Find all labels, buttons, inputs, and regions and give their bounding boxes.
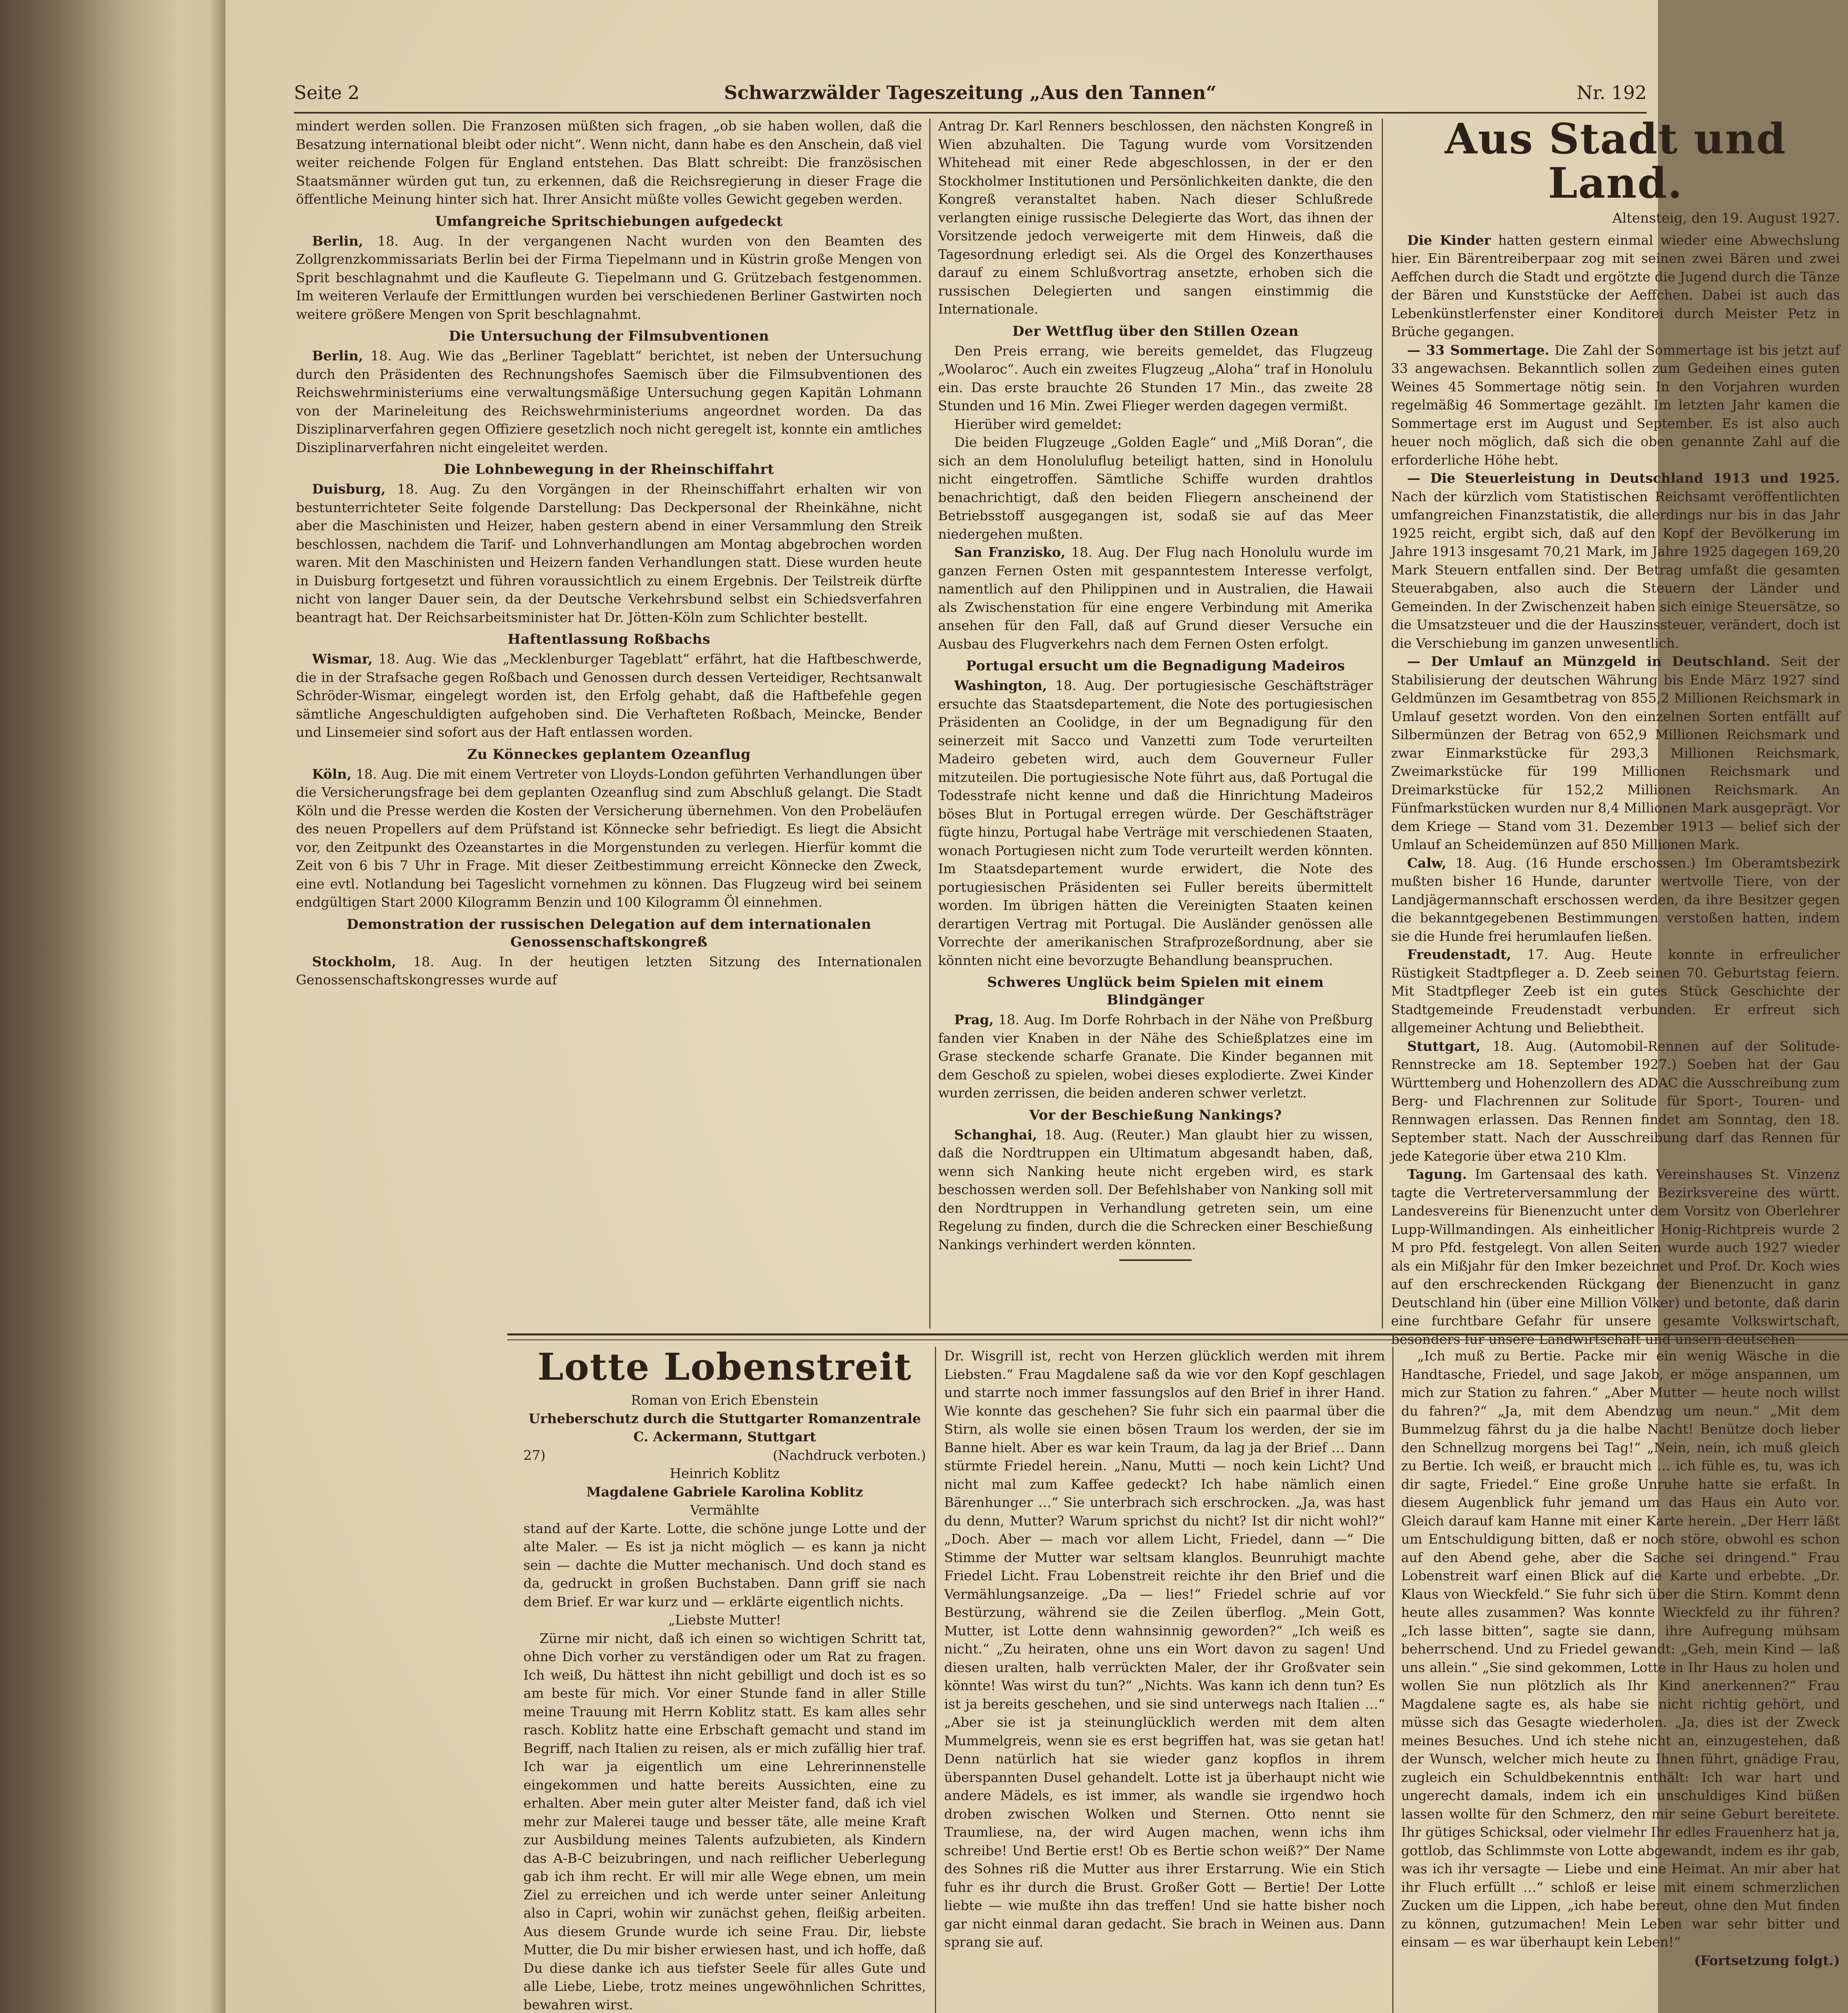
item-text: 17. Aug. Heute konnte in erfreulicher Rüstigkeit Stadtpfleger a. D. Zeeb seinen 70. Geburtstag feiern. Mit Stadtpfleger Zeeb ist ein gutes Stück Geschichte der Stadtgemeinde Freudenstadt verbunden. Er erfreut sich allgemeiner Achtung und Beliebtheit.	[1391, 947, 1840, 1035]
article-headline: Umfangreiche Spritschiebungen aufgedeckt	[435, 213, 783, 229]
item-text: 18. Aug. (Automobil-Rennen auf der Solitude-Rennstrecke am 18. September 1927.) Soeben hat der Gau Württemberg und Hohenzollern des ADAC die Ausschreibung zum Berg- und Flachrennen zur Solitude für Sport-, Touren- und Rennwagen erlassen. Das Rennen findet am Sonntag, den 18. September statt. Nach der Ausschreibung darf das Rennen für jede Kategorie über etwa 210 Klm.	[1391, 1038, 1840, 1164]
column-divider	[929, 119, 930, 1329]
article-text: 18. Aug. Der portugiesische Geschäftsträger ersuchte das Staatsdepartement, die Note des portugiesischen Präsidenten an Coolidge, in der um Begnadigung für den seinerzeit mit Sacco und Vanzetti zum Tode verurteilten Madeiro gebeten wird, auch dem Gouverneur Fuller mitzuteilen. Die portugiesische Note führt aus, daß Portugal die Todesstrafe nicht kenne und daß die Hinrichtung Madeiros böses Blut in Portugal erregen würde. Der Geschäftsträger fügte hinzu, Portugal habe Verträge mit verschiedenen Staaten, wonach Portugiesen nicht zum Tode verurteilt werden könnten. Im Staatsdepartement wurde erwidert, die Note des portugiesischen Präsidenten sei Fuller bereits übermittelt worden. Im übrigen hätten die Vereinigten Staaten keinen derartigen Vertrag mit Portugal. Die Ausländer genössen alle Vorrechte der amerikanischen Strafprozeßordnung, aber sie könnten nicht eine bevorzugte Behandlung beanspruchen.	[938, 678, 1373, 968]
article-text: 18. Aug. Im Dorfe Rohrbach in der Nähe von Preßburg fanden vier Knaben in der Nähe des Schießplatzes eine im Grase steckende scharfe Granate. Die Kinder begannen mit dem Geschoß zu spielen, wobei dieses explodierte. Zwei Kinder wurden zerrissen, die beiden anderen schwer verletzt.	[938, 1012, 1373, 1101]
dateline: Berlin,	[312, 233, 363, 249]
local-item	[1391, 469, 1840, 652]
article-body	[938, 543, 1373, 653]
article-headline: Portugal ersucht um die Begnadigung Madeiros	[966, 658, 1345, 674]
novel-text: Zürne mir nicht, daß ich einen so wichtigen Schritt tat, ohne Dich vorher zu verständigen oder um Rat zu fragen. Ich weiß, Du hättest ihn nicht gebilligt und doch ist es so am beste für mich. Vor einer Stunde fand in aller Stille meine Trauung mit Herrn Koblitz statt. Es kam alles sehr rasch. Koblitz hatte eine Erbschaft gemacht und stand im Begriff, nach Italien zu reisen, als er mich zufällig hier traf. Ich war ja eigentlich um eine Lehrerinnenstelle eingekommen und hatte bereits Aussichten, eine zu erhalten. Aber mein guter alter Meister fand, daß ich viel mehr zur Malerei tauge und besser täte, alle meine Kraft zur Ausbildung meines Talents aufzubieten, als Kindern das A-B-C beizubringen, und nach reiflicher Ueberlegung gab ich ihm recht. Er will mir alle Wege ebnen, um mein Ziel zu erreichen und ich werde unter seiner Anleitung also in Capri, wohin wir zunächst gehen, fleißig arbeiten. Aus diesem Grunde wurde ich seine Frau. Dir, liebste Mutter, die Du mir bisher erwiesen hast, und ich hoffe, daß Du diese danke ich aus tiefster Seele für alles Gute und alle Liebe, Liebe, trotz meines ungewöhnlichen Schrittes, bewahren wirst.	[523, 1630, 926, 2013]
dateline: Prag,	[954, 1012, 994, 1027]
item-lead: — 33 Sommertage.	[1407, 342, 1550, 358]
article-text: 18. Aug. Wie das „Mecklenburger Tageblatt“ erfährt, hat die Haftbeschwerde, die in der Strafsache gegen Roßbach und Genossen durch dessen Verteidiger, Rechtsanwalt Schröder-Wismar, eingelegt worden ist, den Erfolg gehabt, daß die Haftbefehle gegen sämtliche Angeschuldigten aufgehoben sind. Die Verhafteten Roßbach, Meincke, Bender und Linsemeier sind sofort aus der Haft entlassen worden.	[296, 651, 922, 740]
novel-column-3	[1401, 1347, 1840, 2013]
dateline: Duisburg,	[312, 481, 386, 497]
dateline: San Franzisko,	[954, 544, 1066, 560]
item-lead: Tagung.	[1407, 1166, 1467, 1182]
novel-column-1	[523, 1347, 926, 2013]
item-lead: Calw,	[1407, 855, 1447, 871]
page-number: Seite 2	[294, 82, 360, 103]
article-body	[296, 765, 922, 911]
article-body: Hierüber wird gemeldet:	[954, 416, 1122, 432]
news-column-1	[296, 117, 922, 1329]
local-item	[1391, 652, 1840, 854]
article-continuation: mindert werden sollen. Die Franzosen müßten sich fragen, „ob sie haben wollen, daß die Besatzung international bleibt oder nicht“. Wenn nicht, dann habe es den Anschein, daß viel weiter reichende Folgen für England entstehen. Das Blatt schreibt: Die französischen Staatsmänner würden gut tun, zu erkennen, daß die Reichsregierung in dieser Frage die öffentliche Meinung hinter sich hat. Ihrer Ansicht müßte volles Gewicht gegeben werden.	[296, 118, 922, 207]
article-body	[938, 676, 1373, 969]
article-text: 18. Aug. Der Flug nach Honolulu wurde im ganzen Fernen Osten mit gespanntestem Interesse verfolgt, namentlich auf den Philippinen und in Australien, die Hawaii als Zwischenstation für eine engere Verbindung mit Amerika ansehen für den Fall, daß auf Grund dieser Versuche ein Ausbau des Flugverkehrs nach dem Fernen Osten erfolgt.	[938, 544, 1373, 652]
reprint-notice: (Nachdruck verboten.)	[773, 1447, 926, 1463]
end-rule	[1119, 1259, 1192, 1261]
novel-author: Roman von Erich Ebenstein	[631, 1392, 819, 1408]
item-lead: Stuttgart,	[1407, 1038, 1481, 1054]
wedding-card-name: Magdalene Gabriele Karolina Koblitz	[586, 1484, 863, 1500]
article-body	[296, 650, 922, 742]
article-body	[296, 953, 922, 989]
item-lead: — Die Steuerleistung in Deutschland 1913 und 1925.	[1407, 470, 1840, 486]
news-column-2	[938, 117, 1373, 1329]
feuilleton-divider	[507, 1333, 1848, 1340]
header-rule	[294, 112, 1647, 114]
article-body: Den Preis errang, wie bereits gemeldet, das Flugzeug „Woolaroc“. Auch ein zweites Flugzeug „Aloha“ traf in Honolulu ein. Das erste brauchte 26 Stunden 17 Min., das zweite 28 Stunden und 16 Min. Zwei Flieger werden dagegen vermißt.	[938, 343, 1373, 413]
article-headline: Demonstration der russischen Delegation auf dem internationalen Genossenschaftskongreß	[346, 916, 872, 950]
page-header	[294, 79, 1647, 111]
novel-rights: Urheberschutz durch die Stuttgarter Romanzentrale	[528, 1410, 921, 1426]
article-body	[938, 1011, 1373, 1102]
article-headline: Haftentlassung Roßbachs	[507, 631, 711, 647]
article-body: Die beiden Flugzeuge „Golden Eagle“ und „Miß Doran“, die sich an dem Honoluluflug beteiligt hatten, sind in Honolulu nicht eingetroffen. Sämtliche Schiffe wurden drahtlos benachrichtigt, daß den beiden Fliegern anscheinend der Betriebsstoff ausgegangen ist, sodaß sie auf das Meer niedergehen mußten.	[938, 434, 1373, 542]
article-headline: Vor der Beschießung Nankings?	[1029, 1107, 1282, 1123]
installment-line	[523, 1446, 926, 1465]
book-binding-edge	[0, 0, 225, 2013]
local-news-column	[1391, 114, 1840, 1347]
column-divider	[935, 1347, 936, 2013]
column-divider	[1392, 1347, 1393, 2013]
novel-text: „Ich muß zu Bertie. Packe mir ein wenig Wäsche in die Handtasche, Friedel, und sage Jakob, er möge anspannen, um mich zur Station zu fahren.“ „Aber Mutter — heute noch willst du fahren?“ „Ja, mit dem Abendzug um neun.“ „Mit dem Bummelzug fährst du ja die halbe Nacht! Benütze doch lieber den Schnellzug morgens bei Tag!“ „Nein, nein, ich muß gleich zu Bertie. Ich weiß, er braucht mich … ich fühle es, tu, was ich dir sagte, Friedel.“ Eine große Unruhe hatte sie erfaßt. In diesem Augenblick fuhr jemand um das Haus ein Auto vor. Gleich darauf kam Hanne mit einer Karte herein. „Der Herr läßt um Entschuldigung bitten, daß er noch störe, obwohl es schon auf den Abend gehe, aber die Sache sei dringend.“ Frau Lobenstreit warf einen Blick auf die Karte und erbebte. „Dr. Klaus von Wieckfeld.“ Sie fuhr sich über die Stirn. Kommt denn heute alles zusammen? Was konnte Wieckfeld zu ihr führen? „Ich lasse bitten“, sagte sie dann, ihre Aufregung mühsam beherrschend. Und zu Friedel gewandt: „Geh, mein Kind — laß uns allein.“ „Sie sind gekommen, Lotte in Ihr Haus zu holen und wollen Sie nun plötzlich als Ihr Kind anerkennen?“ Frau Magdalene sagte es, als habe sie nicht richtig gehört, und müsse sich das Gesagte wiederholen. „Ja, dies ist der Zweck meines Besuches. Und ich stehe nicht an, einzugestehen, daß der Wunsch, welcher mich heute zu Ihnen führt, gnädige Frau, zugleich ein Schuldbekenntnis enthält: Ich war hart und ungerecht damals, indem ich ein unschuldiges Kind büßen lassen wollte für den Schmerz, den mir seine Geburt bereitete. Ihr gütiges Schicksal, oder vielmehr Ihr edles Frauenherz hat ja, gottlob, das Schlimmste von Lotte abgewandt, indem es ihr gab, was ich ihr versagte — Liebe und eine Heimat. An mir aber hat ihr Fluch erfüllt …“ schloß er leise mit einem schmerzlichen Zucken um die Lippen, „ich habe bereut, ohne den Mut finden zu können, gutzumachen! Mein Leben war sehr bitter und einsam — es war überhaupt kein Leben!“	[1401, 1348, 1840, 1950]
novel-text: stand auf der Karte. Lotte, die schöne junge Lotte und der alte Maler. — Es ist ja nicht möglich — es kann ja nicht sein — dachte die Mutter mechanisch. Und doch stand es da, gedruckt in großen Buchstaben. Dann griff sie nach dem Brief. Er war kurz und — erklärte eigentlich nichts.	[523, 1520, 926, 1610]
article-text: 18. Aug. Die mit einem Vertreter von Lloyds-London geführten Verhandlungen über die Versicherungsfrage bei dem geplanten Ozeanflug sind zum Abschluß gelangt. Die Stadt Köln und die Presse werden die Kosten der Versicherung übernehmen. Von den Probeläufen des neuen Propellers auf dem Prüfstand ist Könnecke sehr befriedigt. Es liegt die Absicht vor, den Zeitpunkt des Ozeanstartes in die Morgenstunden zu verlegen. Hierfür kommt die Zeit von 6 bis 7 Uhr in Frage. Mit dieser Zeitbestimmung erreicht Könnecke den Zweck, eine evtl. Notlandung bei Tageslicht vornehmen zu können. Das Flugzeug wird bei seinem endgültigen Start 2000 Kilogramm Benzin und 100 Kilogramm Öl einnehmen.	[296, 766, 922, 910]
local-item	[1391, 231, 1840, 341]
article-body	[938, 1126, 1373, 1254]
section-title: Aus Stadt und Land.	[1445, 114, 1786, 208]
dateline: Berlin,	[312, 348, 363, 364]
article-text: 18. Aug. In der heutigen letzten Sitzung des Internationalen Genossenschaftskongresses wurde auf	[296, 953, 922, 988]
item-lead: Die Kinder	[1407, 232, 1491, 248]
novel-rights-publisher: C. Ackermann, Stuttgart	[633, 1429, 816, 1445]
item-text: hatten gestern einmal wieder eine Abwechslung hier. Ein Bärentreiberpaar zog mit seinen zwei Bären und zwei Aeffchen durch die Stadt und ergötzte die Jugend durch die Tänze der Bären und Kunststücke der Aeffchen. Dabei ist auch das Lebenkünstlerfenster einer Konditorei durch Meister Petz in Brüche gegangen.	[1391, 232, 1840, 339]
article-headline: Schweres Unglück beim Spielen mit einem Blindgänger	[987, 974, 1324, 1008]
dateline: Köln,	[312, 766, 351, 782]
novel-column-2	[944, 1347, 1385, 2013]
article-body	[296, 480, 922, 626]
dateline: Wismar,	[312, 651, 373, 667]
item-text: 18. Aug. (16 Hunde erschossen.) Im Oberamtsbezirk mußten bisher 16 Hunde, darunter wertvolle Tiere, von der Landjägermannschaft erschossen werden, da ihre Besitzer gegen die bekanntgegebenen Bestimmungen verstoßen hatten, indem sie die Hunde frei herumlaufen ließen.	[1391, 855, 1840, 944]
item-text: Nach der kürzlich vom Statistischen Reichsamt veröffentlichten umfangreichen Finanzstatistik, die allerdings nur bis in das Jahr 1925 reicht, ergibt sich, daß auf den Kopf der Bevölkerung im Jahre 1913 insgesamt 70,21 Mark, im Jahre 1925 dagegen 169,20 Mark Steuern entfallen sind. Der Betrag umfaßt die gesamten Steuerabgaben, also auch die Steuern der Länder und Gemeinden. In der Zwischenzeit haben sich einige Steuersätze, so die Umsatzsteuer und die der Hauszinssteuer, verändert, doch ist die Verschiebung im ganzen unwesentlich.	[1391, 488, 1840, 651]
novel-title: Lotte Lobenstreit	[537, 1345, 912, 1389]
article-text: 18. Aug. In der vergangenen Nacht wurden von den Beamten des Zollgrenzkommissariats Berlin bei der Firma Tiepelmann und in Küstrin große Mengen von Sprit beschlagnahmt und die Kaufleute G. Tiepelmann und G. Grützebach festgenommen. Im weiteren Verlaufe der Ermittlungen wurden bei verschiedenen Berliner Gastwirten noch weitere größere Mengen von Sprit beschlagnahmt.	[296, 233, 922, 322]
local-item	[1391, 1165, 1840, 1348]
local-item	[1391, 1037, 1840, 1166]
local-item	[1391, 341, 1840, 469]
masthead: Schwarzwälder Tageszeitung „Aus den Tannen“	[724, 82, 1217, 103]
article-body	[296, 347, 922, 457]
novel-text: Dr. Wisgrill ist, recht von Herzen glücklich werden mit ihrem Liebsten.“ Frau Magdalene saß da wie vor den Kopf geschlagen und starrte noch immer fassungslos auf den Brief in ihrer Hand. Wie konnte das geschehen? Sie fuhr sich ein paarmal über die Stirn, als wolle sie einen bösen Traum los werden, der sie im Banne hielt. Aber es war kein Traum, da lag ja der Brief … Dann stürmte Friedel herein. „Nanu, Mutti — noch kein Licht? Und nicht mal zum Kaffee gedeckt? Ich habe nämlich einen Bärenhunger …“ Sie unterbrach sich erschrocken. „Ja, was hast du denn, Mutter? Warum sprichst du nicht? Ist dir nicht wohl?“ „Doch. Aber — mach vor allem Licht, Friedel, dann —“ Die Stimme der Mutter war seltsam klanglos. Beunruhigt machte Friedel Licht. Frau Lobenstreit reichte ihr den Brief und die Vermählungsanzeige. „Da — lies!“ Friedel schrie auf vor Bestürzung, während sie die Zeilen überflog. „Mein Gott, Mutter, ist Lotte denn wahnsinnig geworden?“ „Ich weiß es nicht.“ „Zu heiraten, ohne uns ein Wort davon zu sagen! Und diesen uralten, halb verrückten Maler, der ihr Großvater sein könnte! Was wirst du tun?“ „Nichts. Was kann ich denn tun? Es ist ja bereits geschehen, und sie sind unterwegs nach Italien …“ „Aber sie ist ja steinunglücklich werden mit dem alten Mummelgreis, wenn sie es erst begriffen hat, was sie getan hat! Denn natürlich hat sie wieder ganz kopflos in ihrem überspannten Dusel gehandelt. Lotte ist ja überhaupt nicht wie andere Mädels, es ist immer, als wandle sie irgendwo hoch droben zwischen Wolken und Sternen. Otto nennt sie Traumliese, na, der wird Augen machen, wenn ichs ihm schreibe! Und Bertie erst! Ob es Bertie schon weiß?“ Der Name des Sohnes riß die Mutter aus ihrer Erstarrung. Wie ein Stich fuhr es ihr durch die Brust. Großer Gott — Bertie! Der Lotte liebte — wie mußte ihn das treffen! Und sie hatte bisher noch gar nicht einmal daran gedacht. Sie brach in Weinen aus. Dann sprang sie auf.	[944, 1348, 1385, 1950]
article-continuation: Antrag Dr. Karl Renners beschlossen, den nächsten Kongreß in Wien abzuhalten. Die Tagung wurde vom Vorsitzenden Whitehead mit einer Rede abgeschlossen, in der er den Stockholmer Institutionen und Persönlichkeiten dankte, die den Kongreß veranstaltet haben. Nach dieser Schlußrede verlangten einige russische Delegierte das Wort, das ihnen der Vorsitzende jedoch verweigerte mit dem Hinweis, daß die Tagesordnung erledigt sei. Als die Orgel des Konzerthauses darauf zu einem Schlußvortrag ansetzte, erhoben sich die russischen Delegierten und sangen einstimmig die Internationale.	[938, 118, 1373, 317]
local-item	[1391, 854, 1840, 946]
local-item	[1391, 945, 1840, 1037]
article-body	[296, 232, 922, 324]
article-headline: Zu Könneckes geplantem Ozeanflug	[467, 746, 751, 763]
dateline: Stockholm,	[312, 953, 396, 969]
article-headline: Die Lohnbewegung in der Rheinschiffahrt	[444, 461, 774, 477]
item-text: Seit der Stabilisierung der deutschen Währung bis Ende März 1927 sind Geldmünzen im Gesamtbetrag von 855,2 Millionen Reichsmark in Umlauf gesetzt worden. Von den einzelnen Sorten entfällt auf Silbermünzen der Betrag von 652,9 Millionen Reichsmark und zwar Einmarkstücke für 293,3 Millionen Reichsmark, Zweimarkstücke für 199 Millionen Reichsmark und Dreimarkstücke für 152,2 Millionen Reichsmark. An Fünfmarkstücken wurden nur 8,4 Millionen Mark ausgeprägt. Vor dem Kriege — Stand vom 31. Dezember 1913 — belief sich der Umlauf an Scheidemünzen auf 850 Millionen Mark.	[1391, 653, 1840, 852]
letter-salutation: „Liebste Mutter!	[668, 1612, 781, 1628]
column-divider	[1382, 119, 1383, 1329]
installment-number: 27)	[523, 1447, 546, 1463]
wedding-card-label: Vermählte	[690, 1502, 759, 1518]
item-lead: Freudenstadt,	[1407, 947, 1511, 962]
dateline: Washington,	[954, 678, 1047, 693]
article-headline: Die Untersuchung der Filmsubventionen	[449, 328, 769, 344]
wedding-card-name: Heinrich Koblitz	[670, 1465, 780, 1481]
item-text: Die Zahl der Sommertage ist bis jetzt auf 33 angewachsen. Bekanntlich sollen zum Gedeihen eines guten Weines 45 Sommertage nötig sein. In den Vorjahren wurden regelmäßig 46 Sommertage gezählt. Im letzten Jahr kamen die Sommertage erst im August und September. Es ist also auch heuer noch möglich, daß sich die oben genannte Zahl auf die erforderliche Höhe hebt.	[1391, 342, 1840, 468]
section-dateline: Altensteig, den 19. August 1927.	[1612, 210, 1840, 226]
newspaper-page	[225, 0, 1840, 2013]
article-text: 18. Aug. Zu den Vorgängen in der Rheinschiffahrt erhalten wir von bestunterrichteter Seite folgende Darstellung: Das Deckpersonal der Rheinkähne, nicht aber die Maschinisten und Heizer, haben gestern abend in einer Versammlung den Streik beschlossen, nachdem die Tarif- und Lohnverhandlungen am Montag abgebrochen worden waren. Mit den Maschinisten und Heizern fanden Verhandlungen statt. Diese wurden heute in Duisburg fortgesetzt und führen voraussichtlich zu einem Ergebnis. Der Teilstreik dürfte nicht von langer Dauer sein, da der Deutsche Verkehrsbund selbst ein Schiedsverfahren beantragt hat. Der Reichsarbeitsminister hat Dr. Jötten-Köln zum Schlichter bestellt.	[296, 481, 922, 625]
item-lead: — Der Umlauf an Münzgeld in Deutschland.	[1407, 653, 1771, 669]
item-text: Im Gartensaal des kath. Vereinshauses St. Vinzenz tagte die Vertreterversammlung der Bezirksvereine des württ. Landesvereins für Bienenzucht unter dem Vorsitz von Oberlehrer Lupp-Willmandingen. Als einheitlicher Honig-Richtpreis wurde 2 M pro Pfd. festgelegt. Von allen Seiten wurde auch 1927 wieder als ein Mißjahr für den Imker bezeichnet und Prof. Dr. Koch wies auf den erschreckenden Rückgang der Bienenzucht in ganz Deutschland hin (über eine Million Völker) und betonte, daß darin eine furchtbare Gefahr für unsere gesamte Volkswirtschaft, besonders für unsere Landwirtschaft und unsern deutschen	[1391, 1166, 1840, 1347]
continued-notice: (Fortsetzung folgt.)	[1694, 1952, 1840, 1968]
article-text: 18. Aug. (Reuter.) Man glaubt hier zu wissen, daß die Nordtruppen ein Ultimatum abgesandt haben, daß, wenn sich Nanking heute nicht ergeben wird, es stark beschossen werden soll. Der Befehlshaber von Nanking soll mit den Nordtruppen in Verhandlung getreten sein, um eine Regelung zu finden, durch die die Schrecken einer Beschießung Nankings verhindert werden könnten.	[938, 1126, 1373, 1252]
issue-number: Nr. 192	[1576, 82, 1647, 103]
dateline: Schanghai,	[954, 1126, 1037, 1143]
article-text: 18. Aug. Wie das „Berliner Tageblatt“ berichtet, ist neben der Untersuchung durch den Präsidenten des Rechnungshofes Saemisch über die Filmsubventionen des Reichswehrministeriums eine verwaltungsmäßige Untersuchung gegen Kapitän Lohmann von der Marineleitung des Reichswehrministeriums angeordnet worden. Da das Disziplinarverfahren gegen Offiziere gesetzlich noch nicht geregelt ist, konnte ein amtliches Disziplinarverfahren nicht eingeleitet werden.	[296, 348, 922, 455]
article-headline: Der Wettflug über den Stillen Ozean	[1012, 323, 1299, 339]
